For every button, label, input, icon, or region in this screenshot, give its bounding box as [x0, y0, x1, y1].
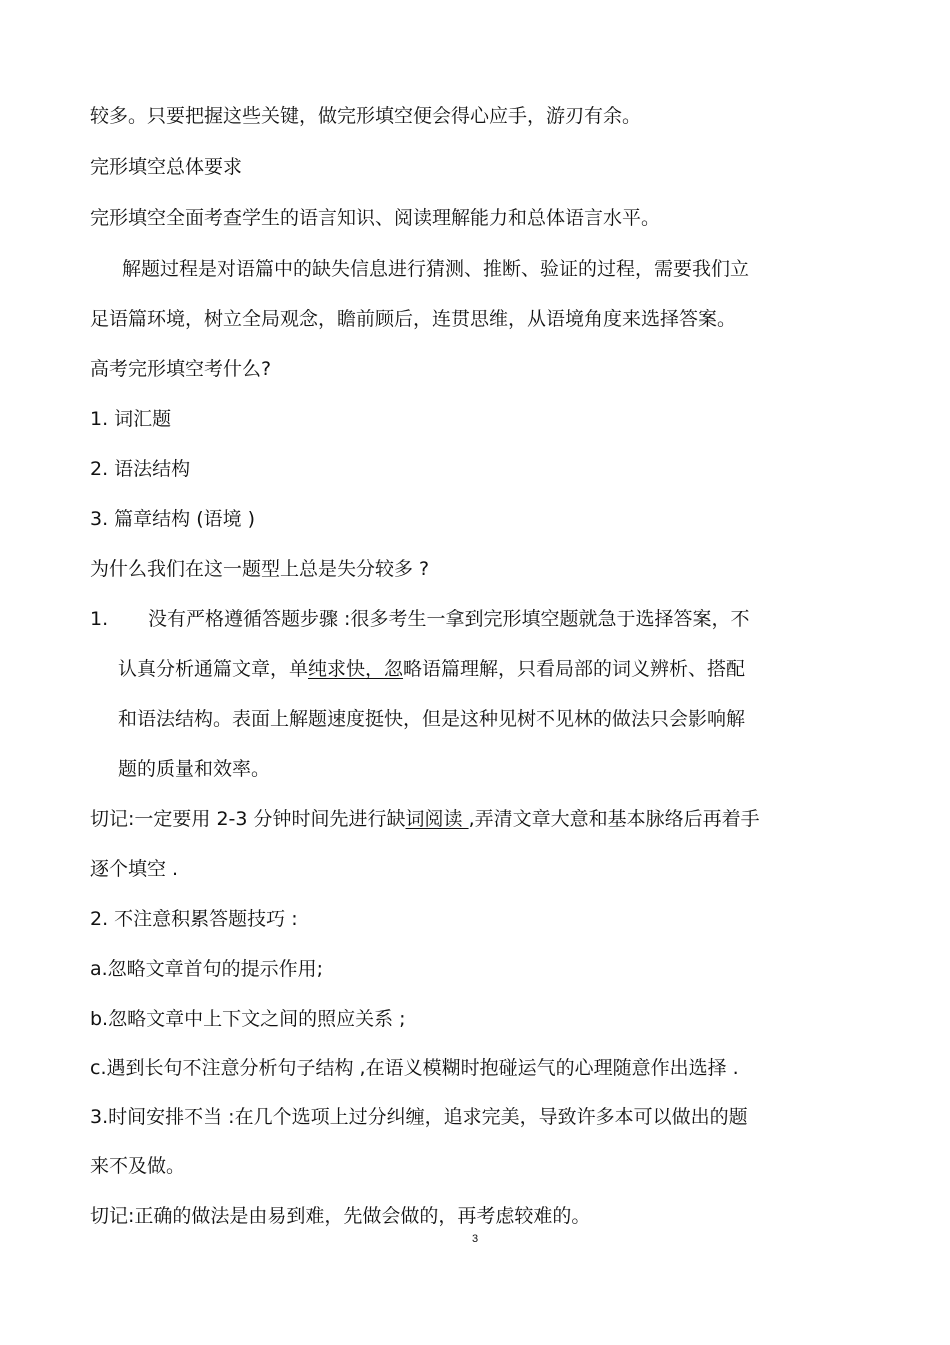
section-heading: 为什么我们在这一题型上总是失分较多 ? [90, 558, 430, 580]
list-text: 没有严格遵循答题步骤 :很多考生一拿到完形填空题就急于选择答案，不 [148, 608, 750, 630]
list-item: 3.时间安排不当 :在几个选项上过分纠缠，追求完美，导致许多本可以做出的题 [90, 1106, 748, 1128]
text-line: 切记:正确的做法是由易到难，先做会做的，再考虑较难的。 [90, 1205, 591, 1227]
page-number: 3 [471, 1233, 479, 1245]
text-line: 较多。只要把握这些关键，做完形填空便会得心应手，游刃有余。 [90, 105, 642, 127]
list-item: c.遇到长句不注意分析句子结构 ,在语义模糊时抱碰运气的心理随意作出选择 . [90, 1057, 739, 1079]
underlined-text: 词阅读 [405, 808, 469, 830]
text-line [90, 805, 760, 833]
text-span: ,弄清文章大意和基本脉络后再着手 [468, 808, 760, 830]
text-line: 解题过程是对语篇中的缺失信息进行猜测、推断、验证的过程，需要我们立 [122, 258, 750, 280]
text-span: 略语篇理解，只看局部的词义辨析、搭配 [403, 658, 746, 680]
list-item [90, 605, 749, 633]
list-item: 1. 词汇题 [90, 408, 172, 430]
text-line: 逐个填空 . [90, 858, 179, 880]
text-line: 来不及做。 [90, 1155, 186, 1177]
text-line: 完形填空全面考查学生的语言知识、阅读理解能力和总体语言水平。 [90, 207, 661, 229]
list-item: b.忽略文章中上下文之间的照应关系 ; [90, 1008, 406, 1030]
text-span: 认真分析通篇文章，单 [118, 658, 309, 680]
text-line [118, 655, 745, 683]
underlined-text: 纯求快，忽 [308, 658, 404, 680]
section-heading: 完形填空总体要求 [90, 156, 243, 178]
list-number: 1. [90, 608, 109, 630]
list-item: a.忽略文章首句的提示作用; [90, 958, 324, 980]
list-item: 2. 不注意积累答题技巧 : [90, 908, 298, 930]
text-line: 题的质量和效率。 [118, 758, 271, 780]
text-line: 和语法结构。表面上解题速度挺快，但是这种见树不见林的做法只会影响解 [118, 708, 746, 730]
text-line: 足语篇环境，树立全局观念，瞻前顾后，连贯思维，从语境角度来选择答案。 [90, 308, 737, 330]
text-span: 切记:一定要用 2-3 分钟时间先进行缺 [90, 808, 406, 830]
list-item: 3. 篇章结构 (语境 ) [90, 508, 256, 530]
section-heading: 高考完形填空考什么? [90, 358, 272, 380]
list-item: 2. 语法结构 [90, 458, 191, 480]
